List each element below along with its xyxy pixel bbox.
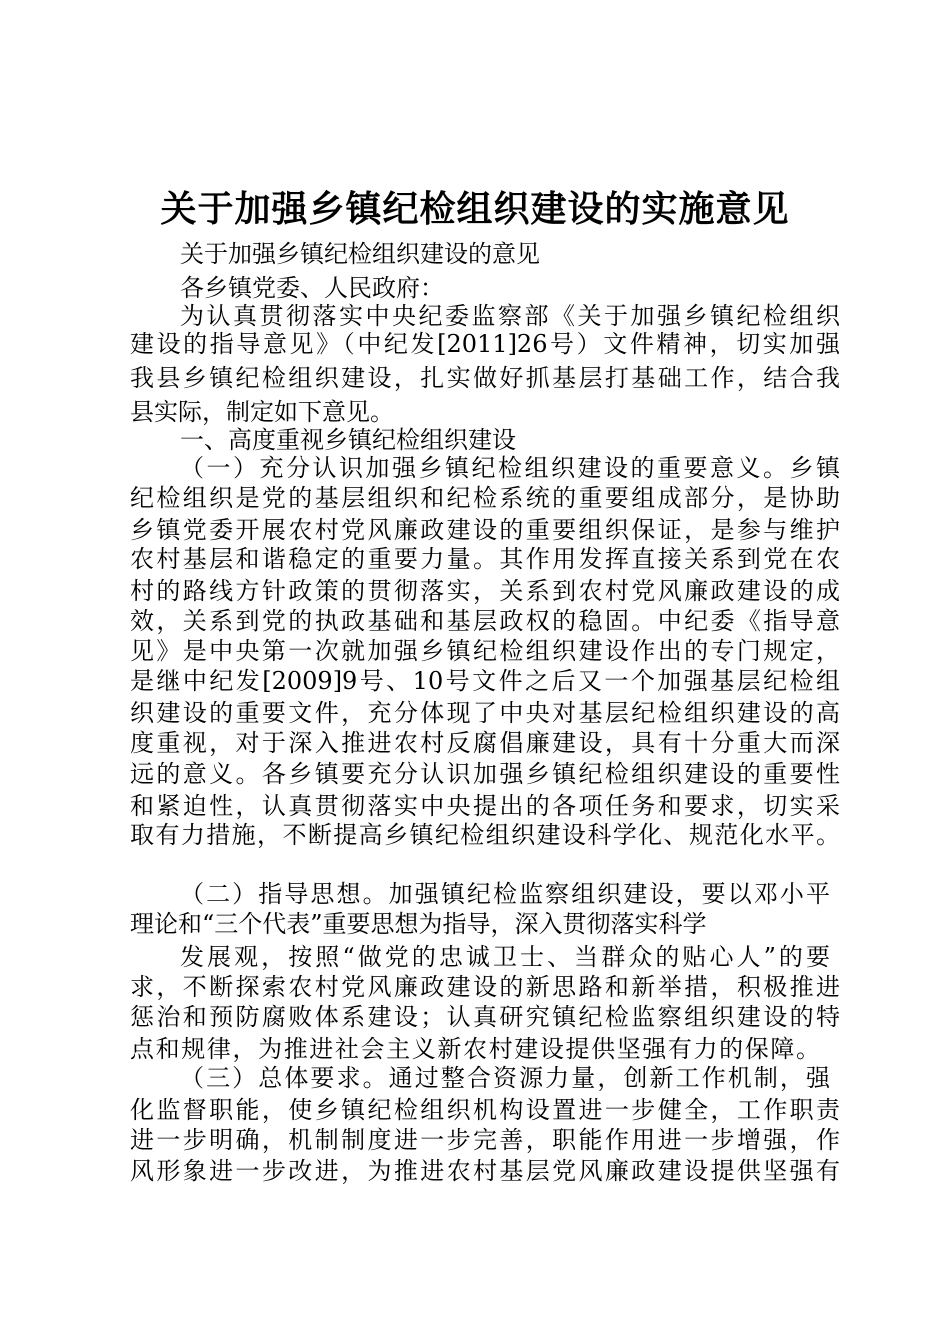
- paragraph-line: 纪检组织是党的基层组织和纪检系统的重要组成部分，是协助: [130, 484, 840, 512]
- paragraph-line: 县实际，制定如下意见。: [130, 398, 394, 426]
- paragraph-line: 发展观，按照“做党的忠诚卫士、当群众的贴心人”的要: [180, 943, 830, 971]
- paragraph-line: 远的意义。各乡镇要充分认识加强乡镇纪检组织建设的重要性: [130, 760, 840, 788]
- paragraph-line: 效，关系到党的执政基础和基层政权的稳固。中纪委《指导意: [130, 607, 840, 635]
- paragraph-line: 建设的指导意见》（中纪发[2011]26号）文件精神，切实加强: [130, 330, 840, 358]
- paragraph-line: （一）充分认识加强乡镇纪检组织建设的重要意义。乡镇: [180, 454, 840, 482]
- document-title: 关于加强乡镇纪检组织建设的实施意见: [160, 189, 790, 230]
- section-heading: 一、高度重视乡镇纪检组织建设: [180, 426, 516, 454]
- paragraph-line: 我县乡镇纪检组织建设，扎实做好抓基层打基础工作，结合我: [130, 364, 840, 392]
- paragraph-line: 为认真贯彻落实中央纪委监察部《关于加强乡镇纪检组织: [180, 302, 840, 330]
- paragraph-line: 取有力措施，不断提高乡镇纪检组织建设科学化、规范化水平。: [130, 821, 840, 849]
- paragraph-line: 见》是中央第一次就加强乡镇纪检组织建设作出的专门规定，: [130, 637, 840, 665]
- paragraph-line: 村的路线方针政策的贯彻落实，关系到农村党风廉政建设的成: [130, 577, 840, 605]
- paragraph-line: 进一步明确，机制制度进一步完善，职能作用进一步增强，作: [130, 1126, 840, 1154]
- subtitle-line: 关于加强乡镇纪检组织建设的意见: [180, 240, 540, 268]
- paragraph-line: 求，不断探索农村党风廉政建设的新思路和新举措，积极推进: [130, 973, 840, 1001]
- paragraph-line: 风形象进一步改进，为推进农村基层党风廉政建设提供坚强有: [130, 1157, 840, 1185]
- paragraph-line: 和紧迫性，认真贯彻落实中央提出的各项任务和要求，切实采: [130, 792, 840, 820]
- paragraph-line: 理论和“三个代表”重要思想为指导，深入贯彻落实科学: [130, 910, 707, 938]
- addressee-line: 各乡镇党委、人民政府：: [180, 274, 444, 302]
- paragraph-line: 织建设的重要文件，充分体现了中央对基层纪检组织建设的高: [130, 699, 840, 727]
- paragraph-line: 度重视，对于深入推进农村反腐倡廉建设，具有十分重大而深: [130, 729, 840, 757]
- paragraph-line: 点和规律，为推进社会主义新农村建设提供坚强有力的保障。: [130, 1035, 820, 1063]
- paragraph-line: （三）总体要求。通过整合资源力量，创新工作机制，强: [180, 1064, 830, 1092]
- paragraph-line: 乡镇党委开展农村党风廉政建设的重要组织保证，是参与维护: [130, 516, 840, 544]
- paragraph-line: 化监督职能，使乡镇纪检组织机构设置进一步健全，工作职责: [130, 1096, 840, 1124]
- paragraph-line: 是继中纪发[2009]9号、10号文件之后又一个加强基层纪检组: [130, 667, 840, 695]
- paragraph-line: 惩治和预防腐败体系建设；认真研究镇纪检监察组织建设的特: [130, 1003, 840, 1031]
- paragraph-line: 农村基层和谐稳定的重要力量。其作用发挥直接关系到党在农: [130, 545, 840, 573]
- paragraph-line: （二）指导思想。加强镇纪检监察组织建设，要以邓小平: [180, 880, 830, 908]
